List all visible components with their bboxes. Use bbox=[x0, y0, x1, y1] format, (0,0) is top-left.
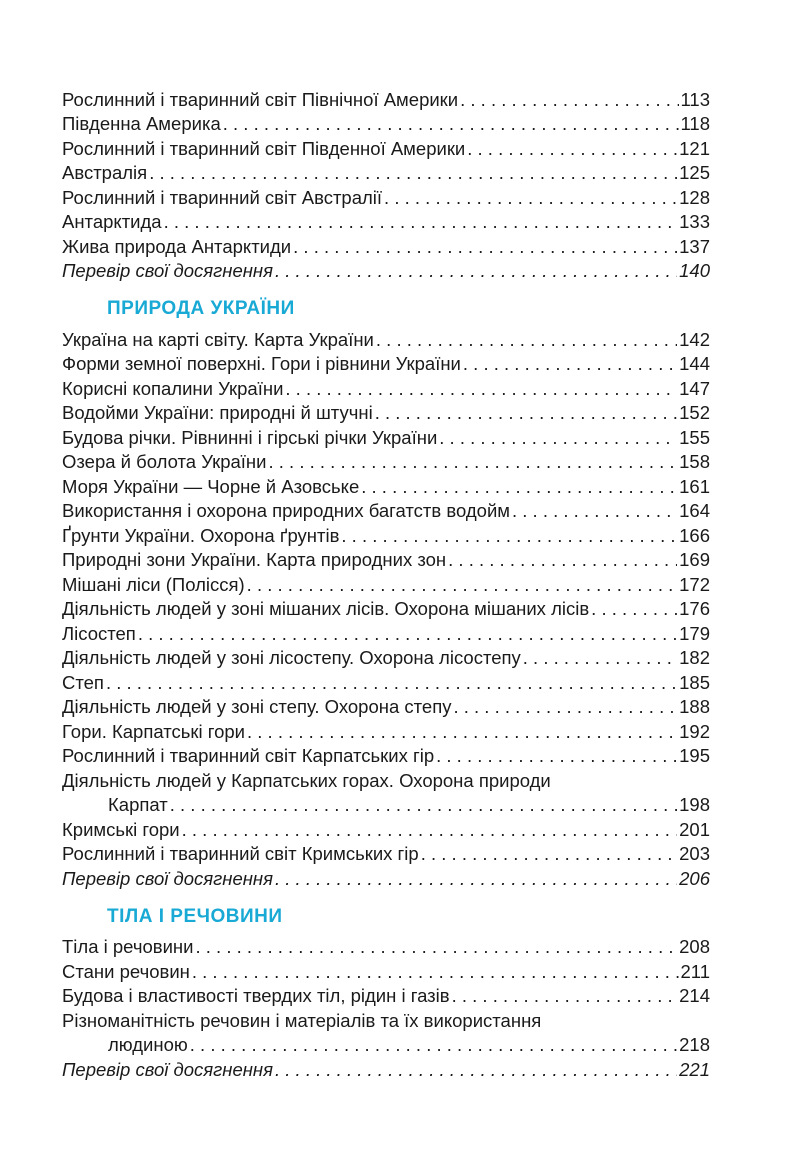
page-number: 144 bbox=[679, 353, 710, 374]
toc-entry-title: Лісостеп bbox=[62, 622, 136, 644]
toc-entry[interactable] bbox=[62, 743, 710, 768]
toc-entry[interactable] bbox=[62, 498, 710, 523]
leader-dots bbox=[106, 672, 677, 694]
page-number: 206 bbox=[679, 867, 710, 889]
toc-entry[interactable] bbox=[62, 645, 710, 670]
page-number: 211 bbox=[680, 960, 710, 982]
leader-dots bbox=[341, 525, 677, 547]
toc-entry-title: Форми земної поверхні. Гори і рівнини України bbox=[62, 353, 461, 374]
page-number: 179 bbox=[679, 622, 710, 644]
leader-dots bbox=[439, 427, 677, 449]
toc-entry-title: Стани речовин bbox=[62, 960, 190, 982]
leader-dots bbox=[275, 868, 677, 890]
leader-dots bbox=[285, 378, 677, 400]
toc-entry-continuation[interactable] bbox=[62, 1032, 710, 1057]
toc-entry[interactable] bbox=[62, 718, 710, 743]
page-number: 125 bbox=[679, 162, 710, 183]
leader-dots bbox=[275, 260, 677, 282]
toc-entry-title: Будова річки. Рівнинні і гірські річки України bbox=[62, 426, 438, 448]
leader-dots bbox=[170, 794, 677, 816]
page-number: 203 bbox=[679, 843, 710, 864]
toc-entry-title: Ґрунти України. Охорона ґрунтів bbox=[62, 524, 340, 546]
leader-dots bbox=[223, 113, 679, 135]
leader-dots bbox=[247, 721, 677, 743]
table-of-contents bbox=[62, 86, 710, 1081]
toc-section bbox=[62, 903, 710, 1081]
toc-entry[interactable] bbox=[62, 596, 710, 621]
toc-entry-title: Будова і властивості твердих тіл, рідин і газів bbox=[62, 985, 450, 1006]
leader-dots bbox=[247, 574, 677, 596]
toc-entry-title: Моря України — Чорне й Азовське bbox=[62, 475, 360, 497]
toc-entry[interactable] bbox=[62, 209, 710, 234]
toc-entry[interactable] bbox=[62, 375, 710, 400]
leader-dots bbox=[149, 162, 677, 184]
leader-dots bbox=[467, 138, 677, 160]
page-number: 192 bbox=[679, 720, 710, 742]
toc-section bbox=[62, 86, 710, 282]
toc-entry-title: Рослинний і тваринний світ Австралії bbox=[62, 186, 383, 208]
leader-dots bbox=[190, 1034, 677, 1056]
toc-entry[interactable] bbox=[62, 184, 710, 209]
page-number: 195 bbox=[679, 745, 710, 766]
page-number: 214 bbox=[679, 985, 710, 1006]
toc-entry[interactable] bbox=[62, 86, 710, 111]
toc-entry-title: Гори. Карпатські гори bbox=[62, 720, 245, 742]
toc-entry-review[interactable] bbox=[62, 865, 710, 890]
toc-entry-title: Рослинний і тваринний світ Північної Америки bbox=[62, 88, 459, 110]
toc-entry-continuation[interactable] bbox=[62, 792, 710, 817]
leader-dots bbox=[138, 623, 677, 645]
toc-entry-title: Перевір свої досягнення bbox=[62, 260, 273, 281]
toc-entry-title: Південна Америка bbox=[62, 113, 221, 134]
toc-entry[interactable] bbox=[62, 160, 710, 185]
toc-entry-title-continued: людиною bbox=[108, 1034, 188, 1055]
page-number: 113 bbox=[680, 88, 710, 110]
leader-dots bbox=[421, 843, 677, 865]
leader-dots bbox=[463, 353, 677, 375]
toc-entry-title: Природні зони України. Карта природних зон bbox=[62, 549, 447, 570]
toc-entry-review[interactable] bbox=[62, 1056, 710, 1081]
toc-entry-title: Степ bbox=[62, 671, 104, 693]
toc-entry[interactable] bbox=[62, 400, 710, 425]
toc-entry-title: Діяльність людей у зоні мішаних лісів. Охорона мішаних лісів bbox=[62, 598, 590, 619]
toc-entry-title: Перевір свої досягнення bbox=[62, 867, 273, 889]
leader-dots bbox=[182, 819, 678, 841]
leader-dots bbox=[164, 211, 678, 233]
page-number: 142 bbox=[679, 328, 710, 350]
toc-entry[interactable] bbox=[62, 135, 710, 160]
leader-dots bbox=[293, 236, 677, 258]
page-number: 172 bbox=[679, 573, 710, 595]
toc-entry[interactable] bbox=[62, 547, 710, 572]
page-number: 158 bbox=[679, 451, 710, 472]
page-number: 169 bbox=[679, 549, 710, 570]
leader-dots bbox=[452, 985, 678, 1007]
toc-entry[interactable] bbox=[62, 473, 710, 498]
leader-dots bbox=[436, 745, 677, 767]
leader-dots bbox=[192, 961, 679, 983]
toc-entry-title: Антарктида bbox=[62, 211, 162, 232]
toc-entry-title: Водойми України: природні й штучні bbox=[62, 402, 373, 423]
toc-entry[interactable] bbox=[62, 841, 710, 866]
toc-entry-title: Діяльність людей у Карпатських горах. Охорона природи bbox=[62, 769, 551, 791]
section-heading: ПРИРОДА УКРАЇНИ bbox=[107, 298, 295, 319]
toc-entry-title: Рослинний і тваринний світ Південної Америки bbox=[62, 137, 466, 159]
toc-entry-title: Рослинний і тваринний світ Карпатських гір bbox=[62, 745, 435, 766]
toc-entry[interactable] bbox=[62, 767, 710, 792]
toc-entry-title: Мішані ліси (Полісся) bbox=[62, 573, 245, 595]
page-number: 166 bbox=[679, 524, 710, 546]
toc-entry[interactable] bbox=[62, 816, 710, 841]
page-number: 218 bbox=[679, 1034, 710, 1055]
page-number: 152 bbox=[679, 402, 710, 423]
section-heading: ТІЛА І РЕЧОВИНИ bbox=[107, 905, 283, 927]
leader-dots bbox=[512, 500, 677, 522]
toc-entry[interactable] bbox=[62, 571, 710, 596]
page-number: 121 bbox=[679, 137, 710, 159]
toc-entry-title: Україна на карті світу. Карта України bbox=[62, 328, 374, 350]
toc-entry[interactable] bbox=[62, 522, 710, 547]
toc-entry[interactable] bbox=[62, 424, 710, 449]
page-number: 161 bbox=[679, 475, 710, 497]
toc-entry[interactable] bbox=[62, 620, 710, 645]
toc-entry-title: Різноманітність речовин і матеріалів та їх використання bbox=[62, 1009, 542, 1031]
toc-section bbox=[62, 295, 710, 890]
page-number: 188 bbox=[679, 696, 710, 717]
page-number: 185 bbox=[679, 671, 710, 693]
toc-entry[interactable] bbox=[62, 111, 710, 136]
toc-entry-title: Жива природа Антарктиди bbox=[62, 235, 292, 257]
page-number: 164 bbox=[679, 500, 710, 521]
toc-entry[interactable] bbox=[62, 669, 710, 694]
toc-entry[interactable] bbox=[62, 449, 710, 474]
toc-entry-title: Перевір свої досягнення bbox=[62, 1058, 273, 1080]
leader-dots bbox=[591, 598, 677, 620]
leader-dots bbox=[384, 187, 677, 209]
page-number: 176 bbox=[679, 598, 710, 619]
toc-entry-title: Діяльність людей у зоні степу. Охорона степу bbox=[62, 696, 452, 717]
toc-entry[interactable] bbox=[62, 1007, 710, 1032]
toc-entry[interactable] bbox=[62, 983, 710, 1008]
page-number: 137 bbox=[679, 235, 710, 257]
toc-entry-title: Тіла і речовини bbox=[62, 936, 194, 957]
leader-dots bbox=[448, 549, 677, 571]
page-number: 155 bbox=[679, 426, 710, 448]
toc-entry[interactable] bbox=[62, 326, 710, 351]
page-number: 140 bbox=[679, 260, 710, 281]
toc-entry[interactable] bbox=[62, 934, 710, 959]
leader-dots bbox=[269, 451, 678, 473]
toc-entry-title-continued: Карпат bbox=[108, 794, 168, 815]
leader-dots bbox=[275, 1059, 677, 1081]
toc-entry-title: Корисні копалини України bbox=[62, 377, 284, 399]
toc-entry[interactable] bbox=[62, 694, 710, 719]
page-number: 221 bbox=[679, 1058, 710, 1080]
page-number: 128 bbox=[679, 186, 710, 208]
toc-entry[interactable] bbox=[62, 958, 710, 983]
page-number: 198 bbox=[679, 794, 710, 815]
toc-entry[interactable] bbox=[62, 233, 710, 258]
toc-entry-title: Діяльність людей у зоні лісостепу. Охорона лісостепу bbox=[62, 647, 521, 668]
leader-dots bbox=[375, 402, 677, 424]
leader-dots bbox=[196, 936, 678, 958]
toc-entry-title: Кримські гори bbox=[62, 818, 180, 840]
leader-dots bbox=[460, 89, 678, 111]
toc-entry[interactable] bbox=[62, 351, 710, 376]
leader-dots bbox=[453, 696, 677, 718]
page-number: 118 bbox=[680, 113, 710, 134]
toc-entry-title: Австралія bbox=[62, 162, 148, 183]
page-number: 133 bbox=[679, 211, 710, 232]
page-number: 147 bbox=[679, 377, 710, 399]
toc-entry-review[interactable] bbox=[62, 258, 710, 283]
leader-dots bbox=[523, 647, 677, 669]
page-number: 182 bbox=[679, 647, 710, 668]
page-number: 201 bbox=[679, 818, 710, 840]
toc-entry-title: Використання і охорона природних багатств водойм bbox=[62, 500, 510, 521]
page-number: 208 bbox=[679, 936, 710, 957]
leader-dots bbox=[361, 476, 677, 498]
toc-entry-title: Рослинний і тваринний світ Кримських гір bbox=[62, 843, 419, 864]
toc-entry-title: Озера й болота України bbox=[62, 451, 267, 472]
leader-dots bbox=[376, 329, 677, 351]
